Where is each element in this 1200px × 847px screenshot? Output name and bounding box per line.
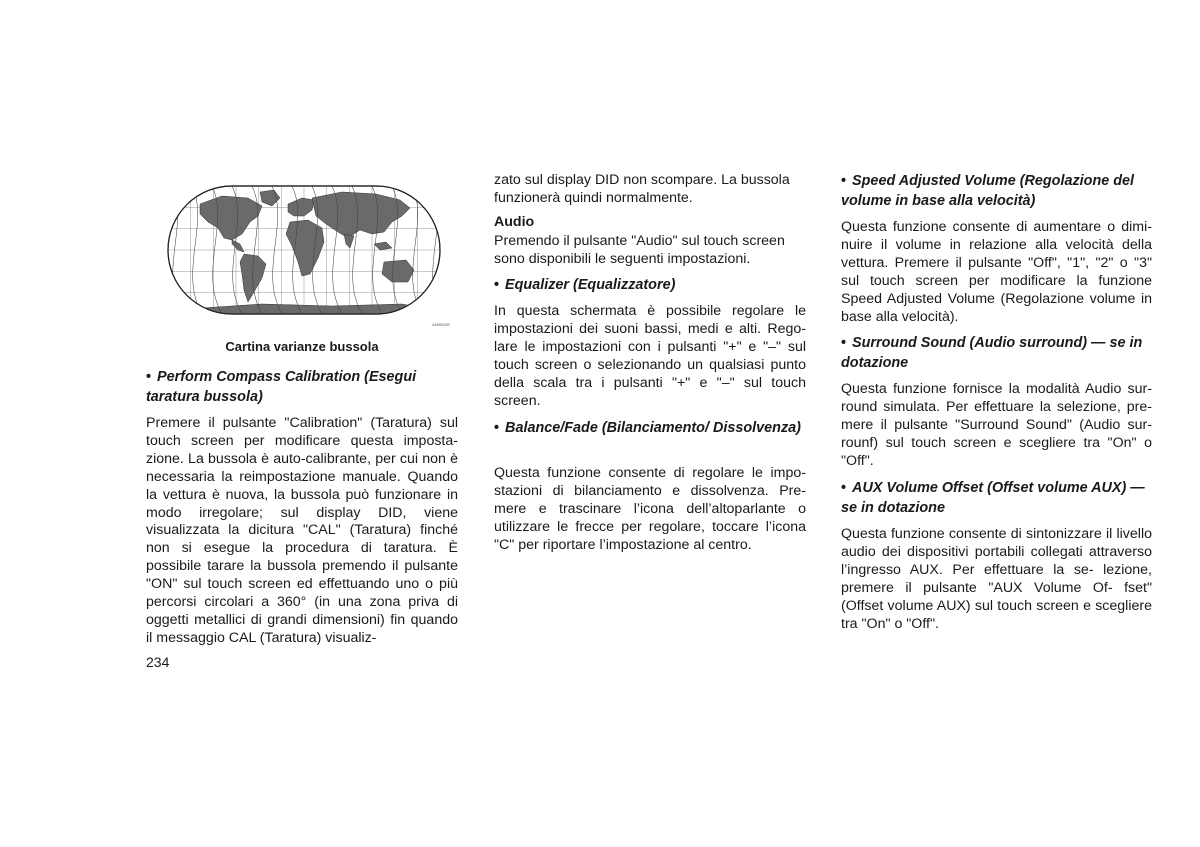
- section-title-compass-calibration: • Perform Compass Calibration (Esegui taratura bussola): [146, 369, 417, 405]
- audio-heading: Audio: [494, 214, 535, 230]
- bullet-icon: •: [494, 277, 500, 293]
- section-title-balance-fade: • Balance/Fade (Bilanciamento/ Dissolvenza): [494, 420, 801, 436]
- bullet-icon: •: [841, 173, 847, 189]
- section-title-equalizer: • Equalizer (Equalizzatore): [494, 277, 676, 293]
- compass-variance-map: [162, 182, 450, 330]
- figure-code: 4489S00S: [432, 322, 450, 327]
- aux-volume-offset-body: Questa funzione consente di sintonizzare il livello audio dei dispositivi portabili collegati attraverso l’ingresso AUX. Per effettuare la se- lezione, premere il pulsante "AUX Volume Of- fset" (Offset volume AUX) sul touch screen e scegliere tra "On" o "Off".: [841, 526, 1152, 632]
- balance-fade-body: Questa funzione consente di regolare le impo- stazioni di bilanciamento e dissolvenza. Pre- mere e trascinare l’icona dell’altoparlante o utilizzare le frecce per regolare, toccare l’icona "C" per riportare l’impostazione al centro.: [494, 465, 806, 553]
- surround-sound-body: Questa funzione fornisce la modalità Audio sur- round simulata. Per effettuare la selezione, pre- mere il pulsante "Surround Sound" (Audio sur- rounf) sul touch screen e scegliere tra "On" o "Off".: [841, 381, 1152, 469]
- audio-body: Premendo il pulsante "Audio" sul touch screen sono disponibili le seguenti impostazioni.: [494, 233, 785, 267]
- section-title-surround-sound: • Surround Sound (Audio surround) — se in dotazione: [841, 335, 1143, 371]
- figure-caption: Cartina varianze bussola: [225, 339, 379, 354]
- continuation-text: zato sul display DID non scompare. La bussola funzionerà quindi normalmente.: [494, 172, 790, 206]
- section-title-speed-adjusted-volume: • Speed Adjusted Volume (Regolazione del volume in base alla velocità): [841, 173, 1135, 209]
- bullet-icon: •: [494, 420, 500, 436]
- speed-adjusted-volume-body: Questa funzione consente di aumentare o dimi- nuire il volume in relazione alla velocità della vettura. Premere il pulsante "Off", "1", "2" o "3" sul touch screen per modificare la funzione Speed Adjusted Volume (Regolazione volume in base alla velocità).: [841, 219, 1152, 325]
- compass-calibration-body: Premere il pulsante "Calibration" (Taratura) sul touch screen per modificare questa imposta- zione. La bussola è auto-calibrante, per cui non è necessaria la reimpostazione manuale. Quando la vettura è nuova, la bussola può funzionare in modo irregolare; sul display DID, viene visualizzata la dicitura "CAL" (Taratura) finché non si esegue la procedura di taratura. È possibile tarare la bussola premendo il pulsante "ON" sul touch screen ed effettuando uno o più percorsi circolari a 360° (in una zona priva di oggetti metallici di grandi dimensioni) fin quando il messaggio CAL (Taratura) visualiz-: [146, 415, 458, 646]
- bullet-icon: •: [841, 335, 847, 351]
- section-title-aux-volume-offset: • AUX Volume Offset (Offset volume AUX) — se in dotazione: [841, 480, 1145, 516]
- equalizer-body: In questa schermata è possibile regolare le impostazioni dei suoni bassi, medi e alti. Rego- lare le impostazioni con i pulsanti "+" e "–" sul touch screen o selezionando un qualsiasi punto della scala tra i pulsanti "+" e "–" sul touch screen.: [494, 303, 806, 409]
- bullet-icon: •: [146, 369, 152, 385]
- page-number: 234: [146, 654, 170, 670]
- bullet-icon: •: [841, 480, 847, 496]
